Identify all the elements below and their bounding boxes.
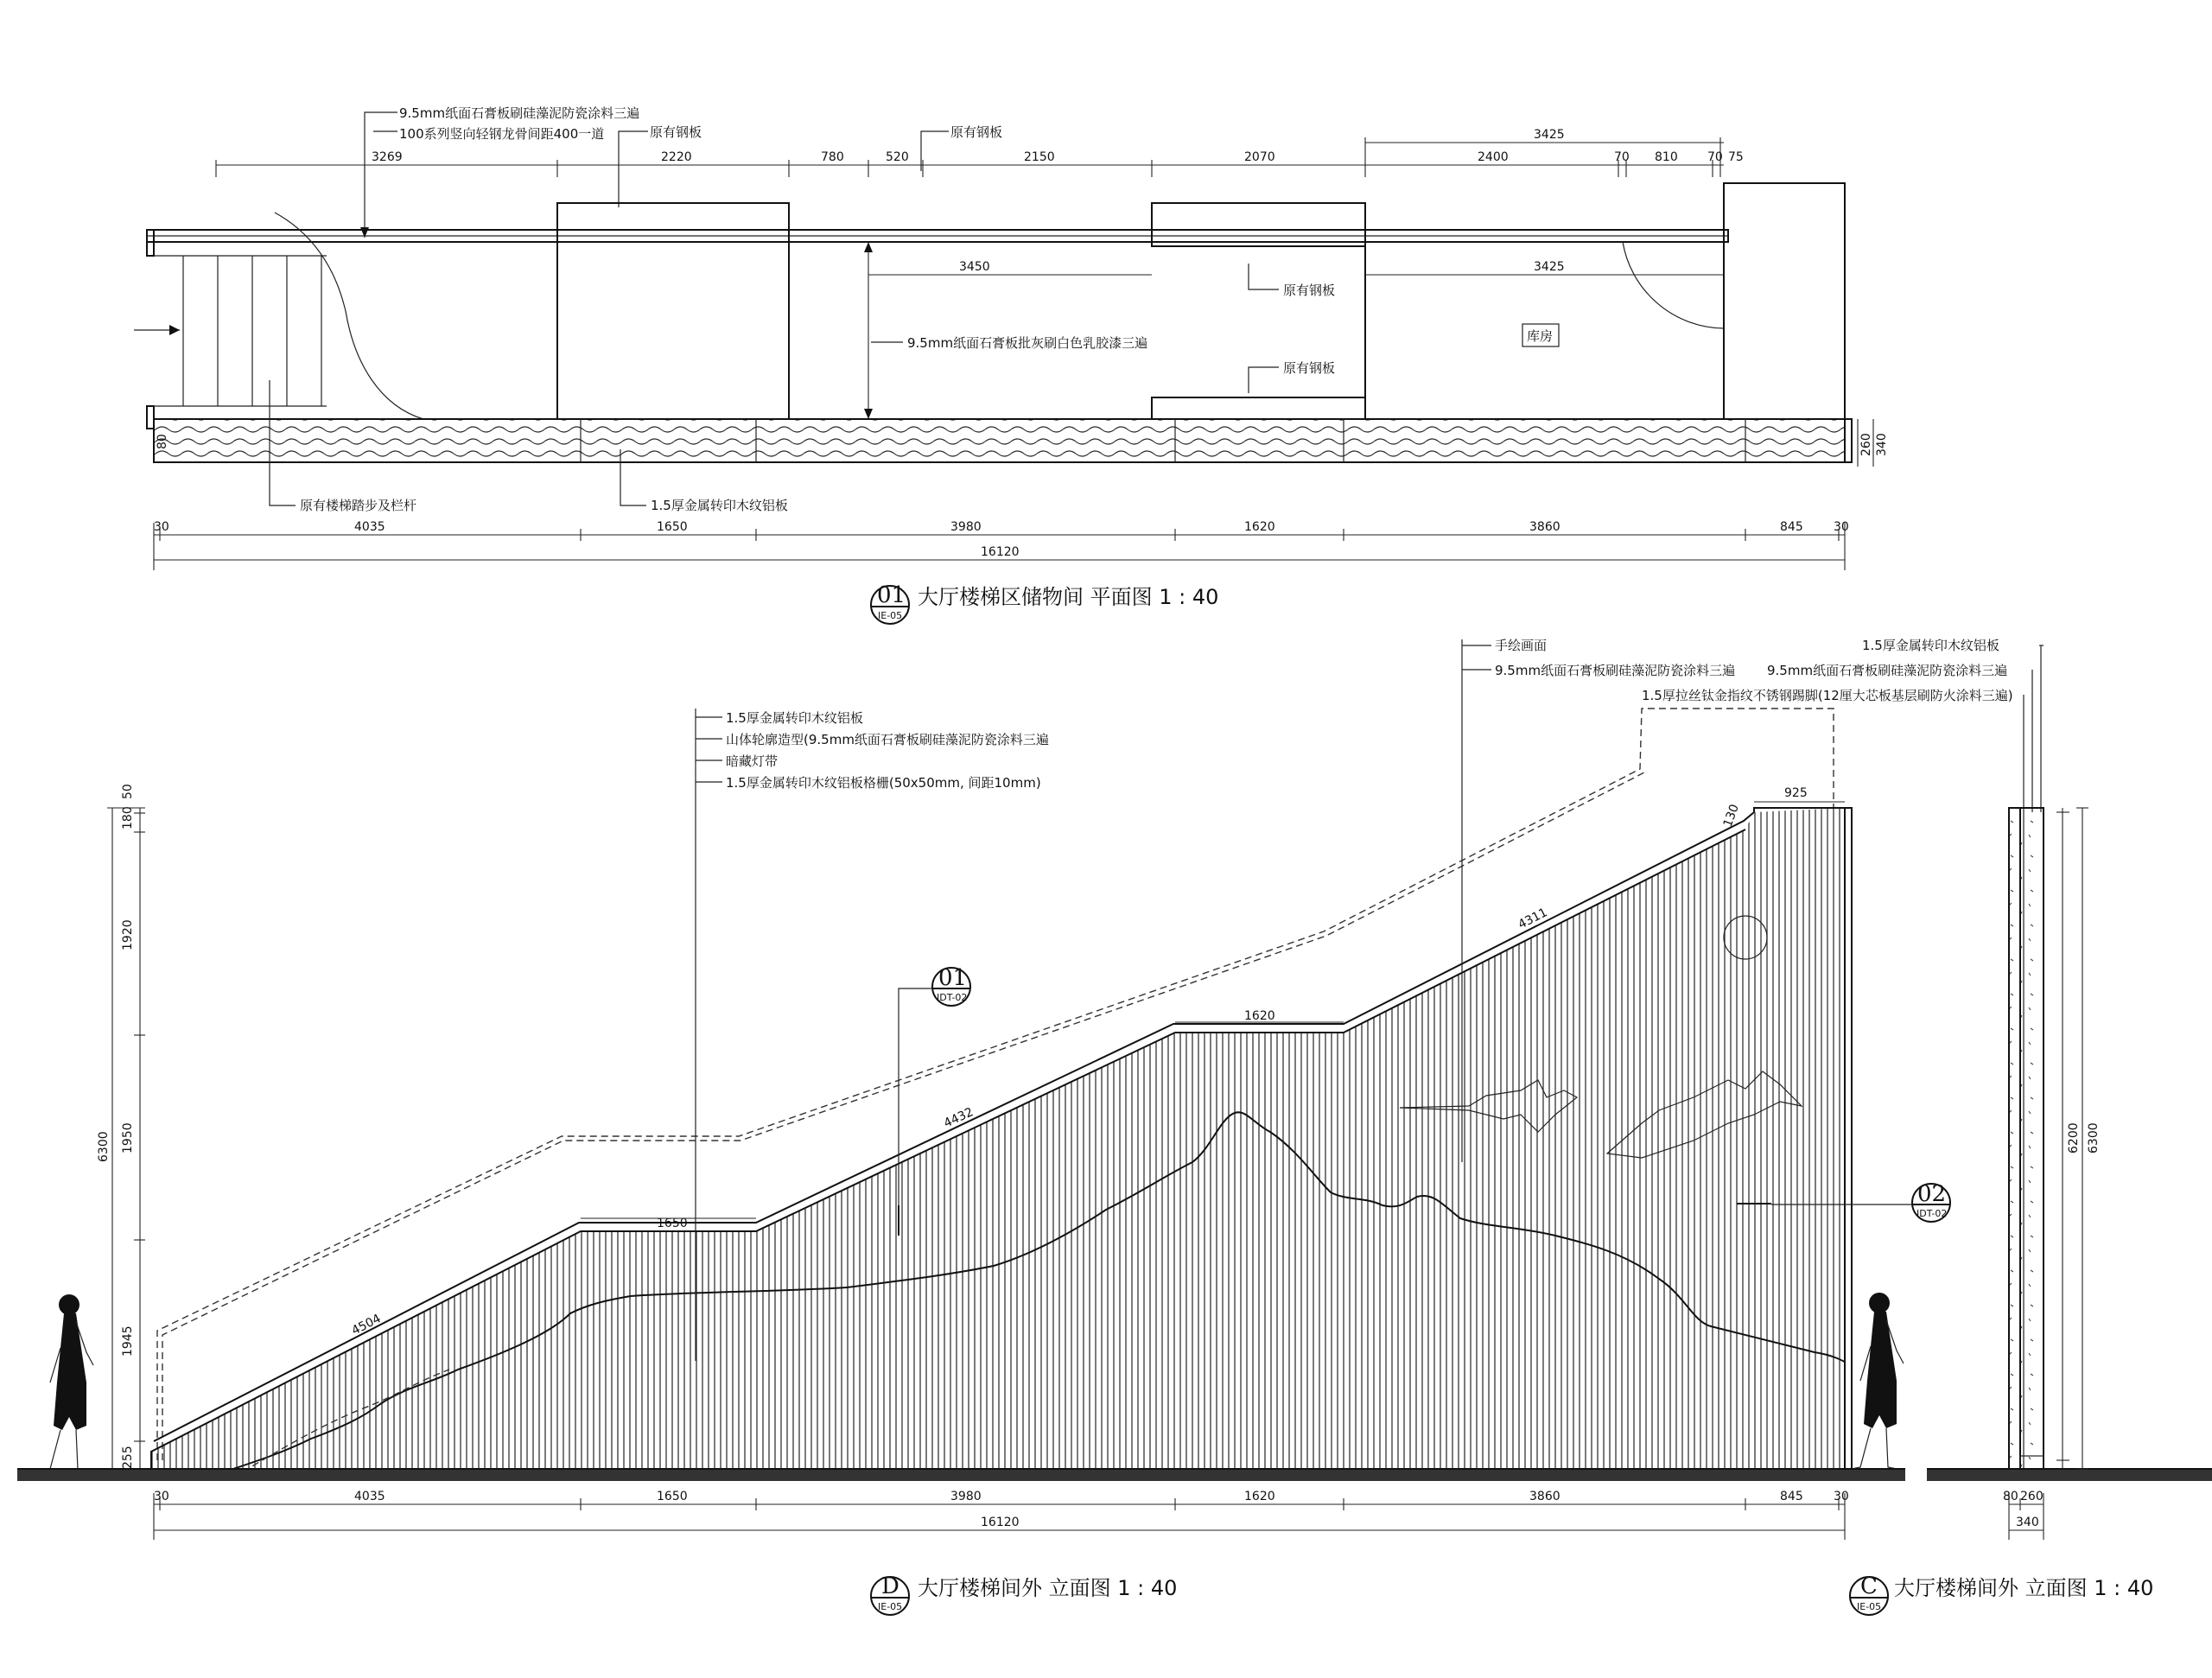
plan-dim-bottom: 1650: [657, 520, 688, 534]
elev-d-callout-02-ref: IDT-02: [1916, 1208, 1948, 1219]
elev-d-note-led: 暗藏灯带: [726, 753, 779, 769]
plan-note-keel: 100系列竖向轻钢龙骨间距400一道: [399, 126, 605, 142]
elev-d-dim-left: 1950: [121, 1122, 135, 1154]
elev-d-dim-left: 180: [121, 806, 135, 829]
elev-d-dim-left: 50: [121, 784, 135, 799]
elev-c-dim-bottom: 260: [2020, 1490, 2044, 1503]
elev-c-dim-right: 6300: [2087, 1122, 2101, 1154]
plan-dim-top-total: 3425: [1534, 128, 1565, 142]
plan-dim-inner: 3425: [1534, 260, 1565, 274]
plan-dim-bottom: 3980: [950, 520, 982, 534]
plan-note-orig-steel-2: 原有钢板: [950, 124, 1003, 140]
elev-d-dim-bottom: 30: [1834, 1490, 1849, 1503]
plan-dim-bottom: 30: [1834, 520, 1849, 534]
plan-dim-bottom: 845: [1780, 520, 1803, 534]
elev-d-dim-slope: 130: [1720, 802, 1742, 829]
elev-d-dim-slope: 1620: [1244, 1009, 1275, 1023]
plan-dim-bottom: 30: [154, 520, 169, 534]
elev-d-dim-slope: 1650: [657, 1217, 688, 1230]
elev-d-dim-bottom: 1620: [1244, 1490, 1275, 1503]
plan-title-tag: 01: [877, 582, 906, 608]
elev-d-title-tag: D: [881, 1573, 899, 1599]
elev-d-title: [871, 1573, 1177, 1615]
plan-title: [871, 582, 1218, 624]
elev-c-title-ref: IE-05: [1857, 1601, 1882, 1612]
elevation-d: [17, 638, 1950, 1615]
elev-d-callout-01-tag: 01: [938, 965, 968, 991]
elev-d-dim-bottom: 4035: [354, 1490, 385, 1503]
elev-d-note-grille: 1.5厚金属转印木纹铝板格栅(50x50mm, 间距10mm): [726, 775, 1041, 791]
plan-dim-top: 70: [1614, 150, 1630, 164]
elev-d-title-text: 大厅楼梯间外 立面图 1 : 40: [918, 1576, 1178, 1600]
plan-dim-side: 340: [1875, 433, 1889, 456]
elev-c-title: [1850, 1573, 2153, 1615]
elev-d-dim-bottom: 30: [154, 1490, 169, 1503]
elev-d-dim-slope: 4504: [349, 1312, 384, 1338]
elev-c-title-tag: C: [1860, 1573, 1878, 1599]
elev-d-dim-left: 1920: [121, 919, 135, 950]
elev-c-dim-bottom: 80: [2003, 1490, 2018, 1503]
elev-c-dim-bottom: 340: [2016, 1516, 2039, 1529]
plan-storage-label: 库房: [1527, 328, 1554, 344]
plan-title-text: 大厅楼梯区储物间 平面图 1 : 40: [918, 585, 1219, 609]
elev-d-dim-left: 1945: [121, 1325, 135, 1357]
elev-c-note-skirting: 1.5厚拉丝钛金指纹不锈钢踢脚(12厘大芯板基层刷防火涂料三遍): [1642, 688, 2013, 703]
plan-dim-top: 810: [1655, 150, 1678, 164]
plan-note-gypsum-three-coats: 9.5mm纸面石膏板刷硅藻泥防瓷涂料三遍: [399, 105, 640, 121]
plan-dim-top: 70: [1707, 150, 1723, 164]
human-figure-left: [41, 1294, 93, 1471]
plan-dim-inner: 3450: [959, 260, 990, 274]
plan-dim-side: 260: [1859, 433, 1873, 456]
elev-d-note-mountain: 山体轮廓造型(9.5mm纸面石膏板刷硅藻泥防瓷涂料三遍: [726, 732, 1049, 747]
elev-d-dim-bottom: 3980: [950, 1490, 982, 1503]
elev-d-dim-left: 255: [121, 1446, 135, 1469]
elev-d-dim-slope: 925: [1784, 786, 1808, 800]
plan-dim-top: 3269: [372, 150, 403, 164]
elev-c-title-text: 大厅楼梯间外 立面图 1 : 40: [1894, 1576, 2154, 1600]
elev-d-dim-bottom-total: 16120: [981, 1516, 1020, 1529]
plan-dim-bottom: 4035: [354, 520, 385, 534]
elev-c-dim-right: 6200: [2067, 1122, 2081, 1154]
plan-dim-top: 75: [1728, 150, 1744, 164]
elev-d-dim-slope: 4311: [1516, 906, 1550, 932]
elev-d-dim-bottom: 845: [1780, 1490, 1803, 1503]
elev-d-dim-slope: 4432: [941, 1105, 976, 1131]
plan-dim-bottom: 1620: [1244, 520, 1275, 534]
plan-view: [134, 105, 1889, 624]
elev-d-note-gypsum: 9.5mm纸面石膏板刷硅藻泥防瓷涂料三遍: [1495, 663, 1736, 678]
elev-d-note-hand-painted: 手绘画面: [1495, 638, 1548, 653]
plan-note-orig-steel-3: 原有钢板: [1283, 283, 1336, 298]
elev-d-dim-left-total: 6300: [97, 1131, 111, 1162]
plan-dim-top: 2150: [1024, 150, 1055, 164]
plan-title-ref: IE-05: [878, 610, 903, 621]
plan-dim-top: 2220: [661, 150, 692, 164]
plan-dim-side: 80: [156, 434, 169, 449]
elev-d-callout-02-tag: 02: [1917, 1181, 1947, 1207]
plan-dim-bottom: 3860: [1529, 520, 1560, 534]
plan-note-stair-rail: 原有楼梯踏步及栏杆: [300, 498, 417, 513]
human-figure-right: [1852, 1293, 1904, 1469]
elev-c-note-wood-alu: 1.5厚金属转印木纹铝板: [1862, 638, 1999, 653]
elev-d-callout-01-ref: IDT-02: [937, 992, 968, 1003]
plan-note-orig-steel-1: 原有钢板: [650, 124, 702, 140]
elev-d-title-ref: IE-05: [878, 1601, 903, 1612]
plan-dim-top: 2400: [1478, 150, 1509, 164]
plan-note-wood-alu: 1.5厚金属转印木纹铝板: [651, 498, 788, 513]
plan-note-gypsum-white: 9.5mm纸面石膏板批灰刷白色乳胶漆三遍: [907, 335, 1148, 351]
elev-c-note-gypsum: 9.5mm纸面石膏板刷硅藻泥防瓷涂料三遍: [1767, 663, 2008, 678]
elev-d-note-wood-alu: 1.5厚金属转印木纹铝板: [726, 710, 863, 726]
plan-note-orig-steel-4: 原有钢板: [1283, 360, 1336, 376]
plan-dim-top: 520: [886, 150, 909, 164]
elev-d-dim-bottom: 3860: [1529, 1490, 1560, 1503]
plan-dim-bottom-total: 16120: [981, 545, 1020, 559]
plan-dim-top: 2070: [1244, 150, 1275, 164]
elev-d-dim-bottom: 1650: [657, 1490, 688, 1503]
plan-dim-top: 780: [821, 150, 844, 164]
